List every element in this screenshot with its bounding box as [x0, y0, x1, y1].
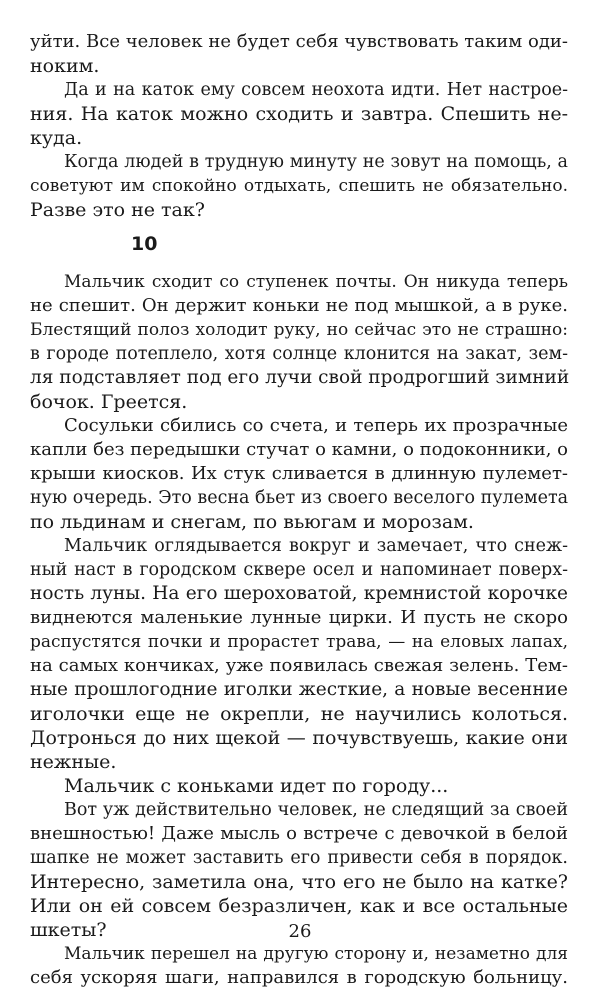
text-line: Когда людей в трудную минуту не зовут на помощь, а: [64, 152, 568, 172]
text-line: ля подставляет под его лучи свой продрогший зимний: [30, 367, 570, 388]
text-line: Интересно, заметила она, что его не было на катке?: [30, 871, 568, 893]
text-line: уйти. Все человек не будет себя чувствовать таким оди-: [30, 31, 568, 52]
text-line: куда.: [30, 127, 83, 149]
text-line: Мальчик перешел на другую сторону и, незаметно для: [64, 944, 568, 964]
text-line: на самых кончиках, уже появилась свежая зелень. Тем-: [30, 655, 568, 676]
text-line: внешностью! Даже мысль о встрече с девочкой в белой: [30, 823, 568, 844]
text-line: ность луны. На его шероховатой, кремнистой корочке: [30, 583, 568, 604]
text-line: виднеются маленькие лунные цирки. И пусть не скоро: [30, 607, 568, 628]
text-line: крыши киосков. Их стук сливается в длинную пулемет-: [30, 463, 568, 484]
text-block-main: [30, 270, 568, 990]
page-number: 26: [288, 921, 312, 942]
text-line: бочок. Греется.: [30, 391, 188, 413]
text-line: Дотронься до них щекой — почувствуешь, какие они: [30, 727, 568, 749]
text-line: ную очередь. Это весна бьет из своего веселого пулемета: [30, 488, 569, 508]
chapter-number: 10: [131, 233, 158, 255]
text-line: Сосульки сбились со счета, и теперь их прозрачные: [64, 415, 568, 436]
text-line: Да и на каток ему совсем неохота идти. Нет настрое-: [64, 80, 568, 100]
text-line: нежные.: [30, 751, 117, 773]
text-line: в городе потеплело, хотя солнце клонится на закат, зем-: [30, 344, 568, 364]
text-line: ный наст в городском сквере осел и напоминает поверх-: [30, 560, 568, 580]
text-line: по льдинам и снегам, по вьюгам и морозам.: [30, 511, 474, 533]
text-line: Или он ей совсем безразличен, как и все остальные: [30, 895, 568, 917]
text-line: ные прошлогодние иголки жесткие, а новые весенние: [30, 679, 568, 700]
text-line: Разве это не так?: [30, 199, 205, 221]
text-line: ноким.: [30, 55, 100, 77]
text-line: Мальчик с коньками идет по городу...: [64, 775, 449, 797]
text-line: ния. На каток можно сходить и завтра. Спешить не-: [30, 103, 568, 125]
text-line: шкеты?: [30, 919, 107, 941]
text-line: распустятся почки и прорастет трава, — на еловых лапах,: [30, 632, 568, 652]
text-line: капли без передышки стучат о камни, о подоконники, о: [30, 439, 568, 460]
text-line: шапке не может заставить его привести себя в порядок.: [30, 848, 568, 868]
text-line: Мальчик сходит со ступенек почты. Он никуда теперь: [64, 272, 568, 292]
text-line: не спешит. Он держит коньки не под мышкой, а в руке.: [30, 295, 568, 316]
text-line: Блестящий полоз холодит руку, но сейчас это не страшно:: [30, 320, 568, 340]
text-line: Мальчик оглядывается вокруг и замечает, что снеж-: [64, 536, 568, 556]
text-block-top: [30, 30, 568, 222]
text-line: себя ускоряя шаги, направился в городскую больницу.: [30, 967, 568, 988]
text-line: советуют им спокойно отдыхать, спешить не обязательно.: [30, 176, 568, 196]
text-line: иголочки еще не окрепли, не научились колоться.: [30, 703, 568, 725]
text-line: Вот уж действительно человек, не следящий за своей: [64, 800, 568, 820]
